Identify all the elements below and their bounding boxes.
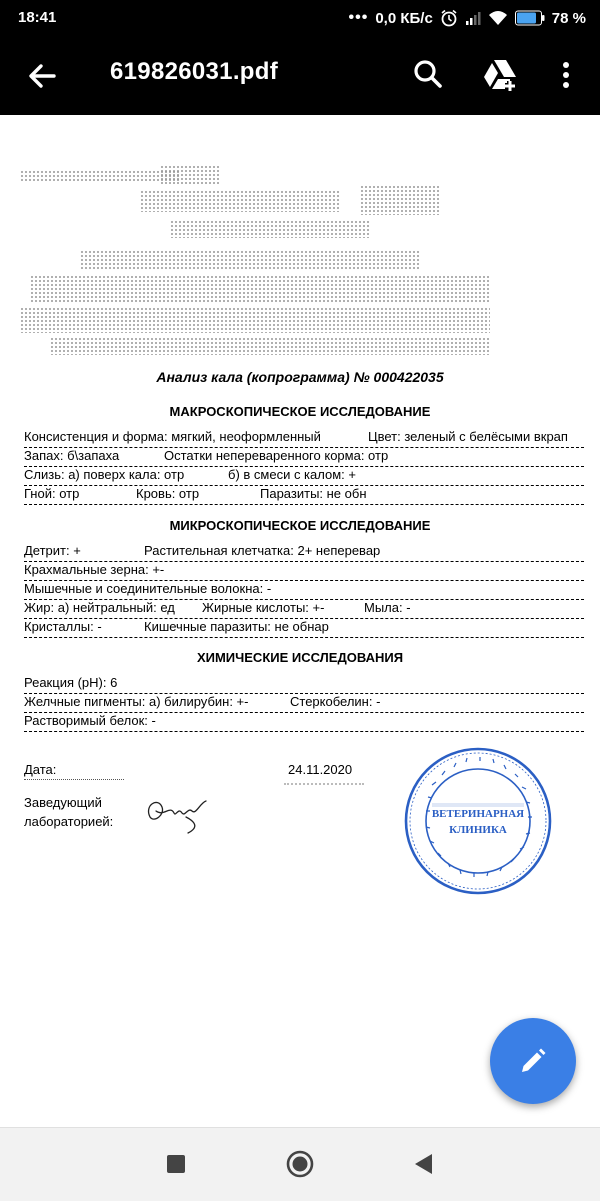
macro-row-1 (24, 428, 584, 448)
system-nav-bar (0, 1127, 600, 1201)
blood-field: Кровь: отр (136, 486, 200, 501)
pencil-edit-icon (517, 1045, 549, 1077)
triangle-back-icon (412, 1152, 434, 1176)
macro-row-2 (24, 447, 584, 467)
back-nav-button[interactable] (412, 1152, 434, 1181)
more-options-button[interactable] (552, 54, 580, 96)
fiber-field: Растительная клетчатка: 2+ неперевар (144, 543, 381, 558)
micro-row-3 (24, 580, 584, 600)
micro-row-1 (24, 542, 584, 562)
soap-field: Мыла: - (364, 600, 411, 615)
redacted-header (20, 165, 490, 365)
color-field: Цвет: зеленый с белёсыми вкрап (368, 429, 568, 444)
recents-button[interactable] (166, 1154, 186, 1179)
detritus-field: Детрит: + (24, 543, 81, 558)
macro-heading: МАКРОСКОПИЧЕСКОЕ ИССЛЕДОВАНИЕ (169, 404, 431, 419)
consistency-field: Консистенция и форма: мягкий, неоформленный (24, 429, 321, 444)
chem-row-2 (24, 693, 584, 713)
more-vert-icon (552, 54, 580, 96)
seal-text-2: КЛИНИКА (449, 824, 507, 836)
arrow-back-icon (22, 56, 62, 96)
search-icon (408, 54, 448, 94)
head-label-1: Заведующий (24, 795, 102, 810)
dots-icon: ••• (348, 9, 369, 26)
signal-icon (465, 10, 481, 26)
app-bar (0, 36, 600, 115)
ph-field: Реакция (pH): 6 (24, 675, 118, 690)
intestinal-parasites-field: Кишечные паразиты: не обнар (144, 619, 329, 634)
undigested-field: Остатки непереваренного корма: отр (164, 448, 389, 463)
redacted-line (284, 783, 364, 785)
smell-field: Запах: б\запаха (24, 448, 120, 463)
wifi-icon (488, 10, 508, 26)
network-speed: 0,0 КБ/с (375, 9, 433, 27)
search-button[interactable] (408, 54, 448, 94)
parasites-field: Паразиты: не обн (260, 486, 367, 501)
status-right-group (349, 8, 586, 28)
starch-field: Крахмальные зерна: +- (24, 562, 165, 577)
pus-field: Гной: отр (24, 486, 80, 501)
micro-row-5 (24, 618, 584, 638)
seal-text-1: ВЕТЕРИНАРНАЯ (431, 808, 525, 820)
chem-row-1 (24, 674, 584, 694)
battery-percent: 78 % (551, 9, 586, 27)
macro-row-4 (24, 485, 584, 505)
muscle-field: Мышечные и соединительные волокна: - (24, 581, 272, 596)
macro-row-3 (24, 466, 584, 486)
status-bar (0, 0, 600, 36)
date-value: 24.11.2020 (288, 762, 353, 777)
edit-fab-button[interactable] (490, 1018, 576, 1104)
protein-field: Растворимый белок: - (24, 713, 156, 728)
document-title: Анализ кала (копрограмма) № 000422035 (156, 369, 444, 385)
google-drive-add-icon (480, 54, 522, 96)
pdf-page[interactable] (0, 115, 600, 1127)
crystals-field: Кристаллы: - (24, 619, 102, 634)
status-time: 18:41 (18, 9, 57, 26)
alarm-icon (440, 9, 458, 27)
micro-row-2 (24, 561, 584, 581)
micro-row-4 (24, 599, 584, 619)
square-recents-icon (166, 1154, 186, 1174)
mucus-b-field: б) в смеси с калом: + (228, 467, 356, 482)
signature-mark (140, 787, 220, 837)
date-label: Дата: (24, 762, 57, 777)
chem-heading: ХИМИЧЕСКИЕ ИССЛЕДОВАНИЯ (196, 650, 404, 665)
circle-home-icon (286, 1150, 314, 1178)
clinic-seal-stamp (402, 745, 554, 897)
home-button[interactable] (286, 1150, 314, 1183)
mucus-a-field: Слизь: а) поверх кала: отр (24, 467, 185, 482)
head-label-2: лабораторией: (24, 814, 114, 829)
back-button[interactable] (22, 56, 62, 96)
fatty-acids-field: Жирные кислоты: +- (202, 600, 325, 615)
battery-icon (515, 10, 545, 26)
chem-row-3 (24, 712, 584, 732)
stercobilin-field: Стеркобелин: - (290, 694, 381, 709)
file-title: 619826031.pdf (110, 58, 279, 85)
bile-field: Желчные пигменты: а) билирубин: +- (24, 694, 249, 709)
add-to-drive-button[interactable] (480, 54, 522, 96)
date-underline (24, 779, 124, 780)
fat-field: Жир: а) нейтральный: ед (24, 600, 175, 615)
micro-heading: МИКРОСКОПИЧЕСКОЕ ИССЛЕДОВАНИЕ (169, 518, 431, 533)
